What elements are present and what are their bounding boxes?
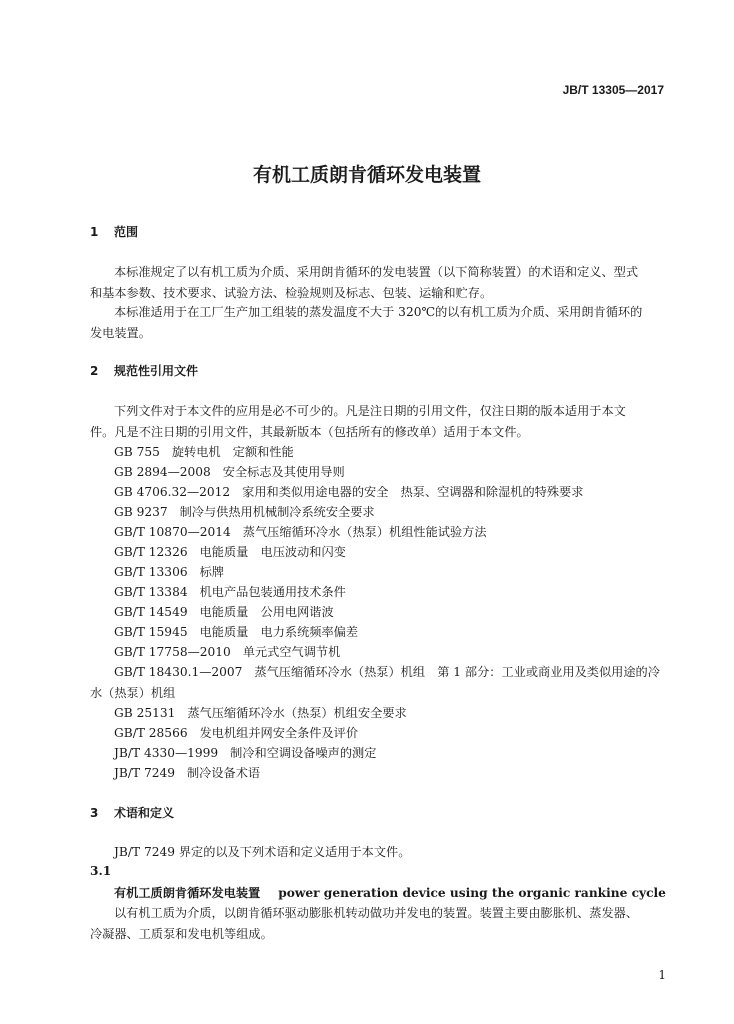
reference-code: GB/T 15945 [114, 625, 188, 639]
reference-code: GB/T 10870—2014 [114, 525, 231, 539]
reference-title: 制冷设备术语 [186, 766, 261, 780]
section-number: 2 [90, 364, 99, 378]
reference-code: GB/T 13384 [114, 585, 188, 599]
reference-title: 家用和类似用途电器的安全 热泵、空调器和除湿机的特殊要求 [242, 485, 584, 499]
reference-title: 电能质量 电压波动和闪变 [199, 545, 346, 559]
term-number: 3.1 [90, 864, 112, 878]
reference-code: GB 9237 [114, 505, 168, 519]
reference-code: GB 4706.32—2012 [114, 485, 231, 499]
reference-item [114, 523, 487, 540]
reference-code: GB/T 14549 [114, 605, 188, 619]
term-heading [114, 884, 666, 901]
reference-title: 制冷和空调设备噪声的测定 [230, 746, 377, 760]
section-2-heading [90, 362, 198, 379]
definition-line: 以有机工质为介质，以朗肯循环驱动膨胀机转动做功并发电的装置。装置主要由膨胀机、蒸发器、 [114, 906, 639, 920]
term-chinese: 有机工质朗肯循环发电装置 [114, 886, 261, 900]
reference-item [114, 724, 358, 741]
page-number: 1 [658, 968, 666, 982]
reference-item [114, 643, 340, 660]
reference-title: 发电机组并网安全条件及评价 [199, 726, 359, 740]
reference-title: 水（热泵）机组 [90, 686, 176, 700]
section-3-heading [90, 804, 174, 821]
reference-continuation [90, 684, 175, 701]
reference-item [114, 744, 376, 761]
reference-item [114, 483, 583, 500]
reference-item [114, 543, 346, 560]
paragraph-line: 发电装置。 [90, 326, 151, 340]
definition-line: 冷凝器、工质泵和发电机等组成。 [90, 927, 273, 941]
reference-item [114, 764, 260, 781]
reference-title: 蒸气压缩循环冷水（热泵）机组安全要求 [187, 706, 407, 720]
reference-code: GB 2894—2008 [114, 465, 211, 479]
reference-title: 电能质量 公用电网谐波 [199, 605, 334, 619]
reference-title: 安全标志及其使用导则 [222, 465, 345, 479]
section-number: 1 [90, 225, 99, 239]
reference-item [114, 503, 375, 520]
section-title: 规范性引用文件 [114, 364, 199, 378]
reference-item [114, 623, 358, 640]
reference-title: 蒸气压缩循环冷水（热泵）机组性能试验方法 [242, 525, 487, 539]
reference-code: GB/T 28566 [114, 726, 188, 740]
reference-title: 单元式空气调节机 [242, 645, 341, 659]
section-1-heading [90, 223, 138, 240]
reference-code: GB/T 18430.1—2007 [114, 665, 243, 679]
reference-item [114, 704, 407, 721]
paragraph-line: 下列文件对于本文件的应用是必不可少的。凡是注日期的引用文件，仅注日期的版本适用于本文 [114, 404, 626, 418]
reference-code: JB/T 7249 [114, 766, 175, 780]
reference-code: GB/T 12326 [114, 545, 188, 559]
reference-title: 蒸气压缩循环冷水（热泵）机组 第 1 部分：工业或商业用及类似用途的冷 [254, 665, 660, 679]
reference-item [114, 663, 660, 680]
section-number: 3 [90, 806, 99, 820]
reference-item [114, 603, 334, 620]
reference-title: 机电产品包装通用技术条件 [199, 585, 346, 599]
reference-title: 标牌 [199, 565, 224, 579]
paragraph-line: 本标准适用于在工厂生产加工组装的蒸发温度不大于 320℃的以有机工质为介质、采用朗肯循环的 [114, 305, 643, 319]
paragraph-line: 和基本参数、技术要求、试验方法、检验规则及标志、包装、运输和贮存。 [90, 286, 493, 300]
paragraph-line: 件。凡是不注日期的引用文件，其最新版本（包括所有的修改单）适用于本文件。 [90, 425, 529, 439]
standard-number: JB/T 13305—2017 [562, 83, 664, 97]
reference-code: GB/T 17758—2010 [114, 645, 231, 659]
reference-code: GB 25131 [114, 706, 176, 720]
reference-code: GB/T 13306 [114, 565, 188, 579]
reference-item [114, 463, 345, 480]
reference-code: GB 755 [114, 445, 160, 459]
reference-item [114, 583, 346, 600]
section-title: 范围 [114, 225, 139, 239]
reference-title: 旋转电机 定额和性能 [171, 445, 294, 459]
reference-item [114, 563, 224, 580]
reference-code: JB/T 4330—1999 [114, 746, 219, 760]
reference-title: 制冷与供热用机械制冷系统安全要求 [179, 505, 375, 519]
paragraph-line: 本标准规定了以有机工质为介质、采用朗肯循环的发电装置（以下简称装置）的术语和定义、型式 [114, 265, 639, 279]
document-title: 有机工质朗肯循环发电装置 [252, 164, 481, 186]
term-english: power generation device using the organic rankine cycle [278, 886, 666, 900]
reference-item [114, 443, 294, 460]
section-title: 术语和定义 [114, 806, 175, 820]
paragraph-line: JB/T 7249 界定的以及下列术语和定义适用于本文件。 [114, 845, 411, 859]
reference-title: 电能质量 电力系统频率偏差 [199, 625, 359, 639]
